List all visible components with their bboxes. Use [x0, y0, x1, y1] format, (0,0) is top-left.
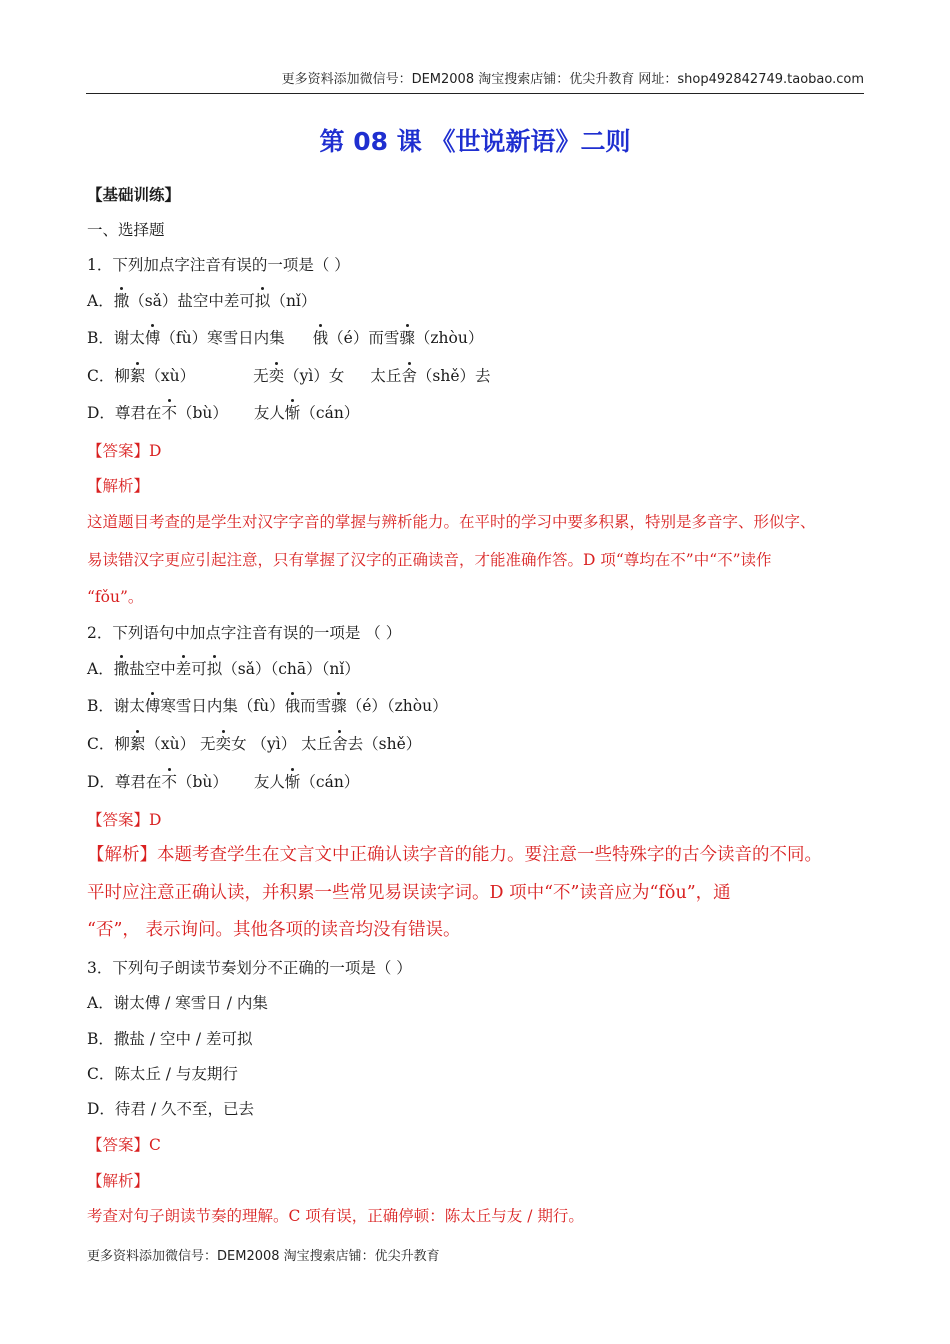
question-1-option-c: C．柳絮（xù） 无奕（yì）女 太丘舍（shě）去 [87, 367, 491, 385]
question-2-option-c: C．柳絮（xù） 无奕女 （yì） 太丘舍去（shě） [87, 735, 422, 753]
question-3-option-c: C．陈太丘 / 与友期行 [87, 1065, 238, 1083]
question-1-analysis-line: “fǒu”。 [87, 588, 144, 606]
question-2-stem: 2．下列语句中加点字注音有误的一项是 （ ） [87, 624, 402, 642]
question-3-answer: 【答案】C [87, 1136, 161, 1154]
lesson-title: 第 08 课 《世说新语》二则 [319, 127, 631, 156]
question-3-stem: 3．下列句子朗读节奏划分不正确的一项是（ ） [87, 959, 412, 977]
question-2-option-b: B．谢太傅寒雪日内集（fù）俄而雪骤（é）（zhòu） [87, 697, 448, 715]
question-2-answer: 【答案】D [87, 811, 162, 829]
question-1-answer: 【答案】D [87, 442, 162, 460]
question-3-analysis: 考查对句子朗读节奏的理解。C 项有误，正确停顿：陈太丘与友 / 期行。 [87, 1207, 584, 1225]
question-2-option-a: A．撒盐空中差可拟（sǎ）（chā）（nǐ） [87, 660, 360, 678]
question-1-analysis-line: 这道题目考查的是学生对汉字字音的掌握与辨析能力。在平时的学习中要多积累，特别是多音字、形似字、 [87, 513, 816, 531]
page-header: 更多资料添加微信号：DEM2008 淘宝搜索店铺：优尖升教育 网址：shop492842749.taobao.com [86, 68, 864, 94]
page-footer: 更多资料添加微信号：DEM2008 淘宝搜索店铺：优尖升教育 [87, 1249, 440, 1264]
question-1-option-d: D．尊君在不（bù） 友人惭（cán） [87, 404, 360, 422]
question-2-analysis-line: 平时应注意正确认读，并积累一些常见易误读字词。D 项中“不”读音应为“fǒu”，通 [87, 883, 731, 903]
section-heading: 【基础训练】 [87, 185, 181, 204]
question-1-option-b: B．谢太傅（fù）寒雪日内集 俄（é）而雪骤（zhòu） [87, 329, 484, 347]
question-2-option-d: D．尊君在不（bù） 友人惭（cán） [87, 773, 360, 791]
question-3-option-d: D．待君 / 久不至，已去 [87, 1100, 255, 1118]
question-2-analysis-line: “否”， 表示询问。其他各项的读音均没有错误。 [87, 920, 461, 940]
question-3-option-b: B．撒盐 / 空中 / 差可拟 [87, 1030, 253, 1048]
question-3-analysis-label: 【解析】 [87, 1172, 150, 1190]
question-2-analysis-line: 【解析】本题考查学生在文言文中正确认读字音的能力。要注意一些特殊字的古今读音的不同。 [87, 845, 822, 865]
question-3-option-a: A．谢太傅 / 寒雪日 / 内集 [87, 994, 268, 1012]
question-1-analysis-line: 易读错汉字更应引起注意，只有掌握了汉字的正确读音，才能准确作答。D 项“尊均在不”中“不”读作 [87, 551, 772, 569]
question-1-option-a: A．撒（sǎ）盐空中差可拟（nǐ） [87, 292, 317, 310]
question-1-analysis-label: 【解析】 [87, 477, 150, 495]
question-1-stem: 1．下列加点字注音有误的一项是（ ） [87, 256, 350, 274]
part-heading: 一、选择题 [87, 221, 165, 239]
